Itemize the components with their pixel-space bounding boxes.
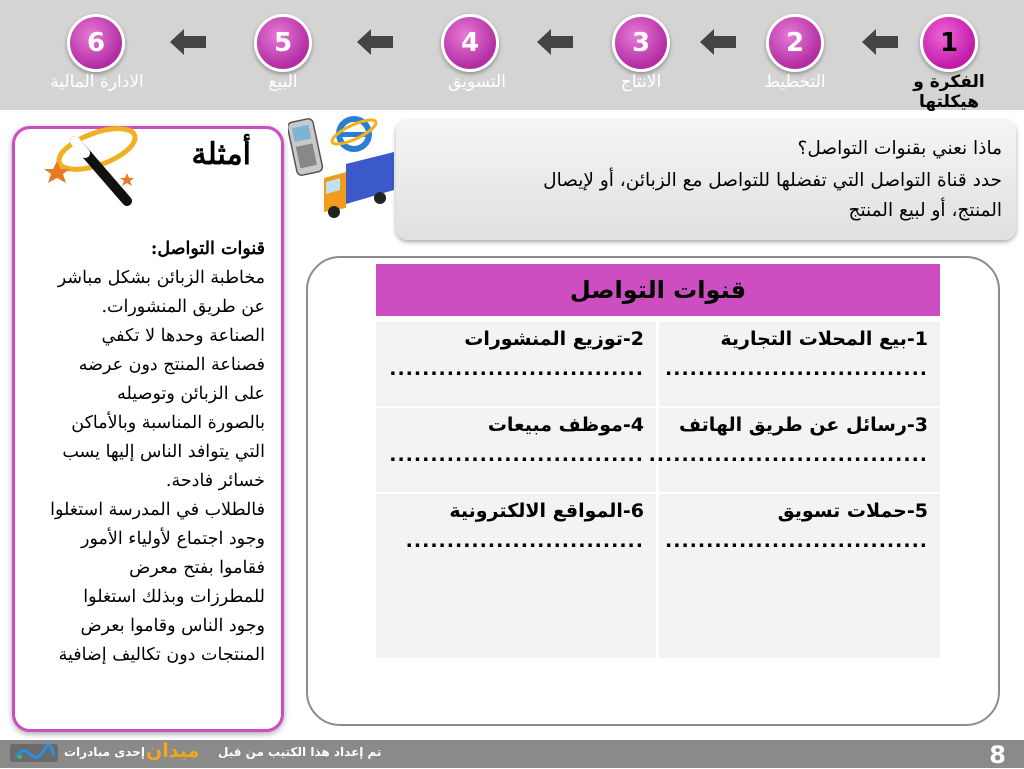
answer-blank[interactable]: ................................ <box>665 530 928 552</box>
answer-blank[interactable]: ............................. <box>405 530 644 552</box>
channel-label: 5-حملات تسويق <box>777 500 928 522</box>
step-6-button[interactable]: 6 <box>67 14 125 72</box>
examples-text <box>21 235 265 670</box>
channel-label: 1-بيع المحلات التجارية <box>720 328 928 350</box>
step-6-label: الادارة المالية <box>50 72 144 92</box>
examples-line: فقاموا بفتح معرض <box>129 558 265 578</box>
examples-line: المنتجات دون تكاليف إضافية <box>58 645 265 665</box>
examples-line: وجود الناس وقاموا بعرض <box>80 616 265 636</box>
initiative-logo-icon <box>10 742 58 764</box>
step-5-button[interactable]: 5 <box>254 14 312 72</box>
answer-blank[interactable]: ............................... <box>389 358 644 380</box>
examples-panel <box>12 126 284 732</box>
communication-illustration <box>288 112 398 222</box>
examples-heading: قنوات التواصل: <box>150 239 265 259</box>
footer-credit: تم إعداد هذا الكتيب من قبل <box>218 745 382 759</box>
channel-label: 2-توزيع المنشورات <box>464 328 644 350</box>
examples-line: عن طريق المنشورات. <box>101 297 265 317</box>
examples-line: خسائر فادحة. <box>165 471 265 491</box>
examples-line: التي يتوافد الناس إليها يسب <box>62 442 265 462</box>
page-number: 8 <box>989 741 1006 769</box>
question-box <box>396 120 1016 240</box>
channel-cell <box>659 322 940 408</box>
question-instruction: حدد قناة التواصل التي تفضلها للتواصل مع الزبائن، أو لإيصال <box>543 170 1002 191</box>
magic-wand-icon <box>35 121 145 211</box>
examples-line: مخاطبة الزبائن بشكل مباشر <box>57 268 265 288</box>
footer-initiative: إحدى مبادرات <box>64 745 145 759</box>
answer-blank[interactable]: .................................. <box>648 444 928 466</box>
answer-blank[interactable]: ................................ <box>665 358 928 380</box>
examples-title: أمثلة <box>191 137 251 172</box>
arrow-left-icon <box>537 29 573 55</box>
channel-label: 3-رسائل عن طريق الهاتف <box>679 414 928 436</box>
question-title: ماذا نعني بقنوات التواصل؟ <box>797 138 1002 159</box>
step-4-button[interactable]: 4 <box>441 14 499 72</box>
step-1-button[interactable]: 1 <box>920 14 978 72</box>
internet-explorer-icon <box>329 116 378 149</box>
arrow-left-icon <box>862 29 898 55</box>
answer-blank[interactable]: ............................... <box>389 444 644 466</box>
arrow-left-icon <box>357 29 393 55</box>
examples-line: على الزبائن وتوصيله <box>117 384 265 404</box>
channel-label: 4-موظف مبيعات <box>487 414 644 436</box>
mobile-phone-icon <box>288 118 323 176</box>
channel-cell <box>659 494 940 658</box>
examples-line: بالصورة المناسبة وبالأماكن <box>71 413 265 433</box>
channel-cell <box>376 322 656 408</box>
channel-cell <box>648 408 940 494</box>
examples-line: فالطلاب في المدرسة استغلوا <box>50 500 265 520</box>
examples-line: وجود اجتماع لأولياء الأمور <box>81 529 265 549</box>
arrow-left-icon <box>700 29 736 55</box>
examples-line: فصناعة المنتج دون عرضه <box>78 355 265 375</box>
arrow-left-icon <box>170 29 206 55</box>
step-5-label: البيع <box>268 72 298 92</box>
step-3-label: الانتاج <box>620 72 662 92</box>
delivery-truck-icon <box>324 152 394 218</box>
step-2-label: التخطيط <box>764 72 826 92</box>
channel-cell <box>376 408 656 494</box>
examples-line: الصناعة وحدها لا تكفي <box>101 326 265 346</box>
step-2-button[interactable]: 2 <box>766 14 824 72</box>
brand-name: ميدان <box>146 740 200 762</box>
step-1-label: الفكرة و هيكلتها <box>913 72 985 112</box>
channel-label: 6-المواقع الالكترونية <box>449 500 644 522</box>
step-3-button[interactable]: 3 <box>612 14 670 72</box>
step-4-label: التسويق <box>448 72 506 92</box>
channels-table-header: قنوات التواصل <box>376 264 940 316</box>
question-instruction-cont: المنتج، أو لبيع المنتج <box>848 200 1002 221</box>
examples-line: للمطرزات وبذلك استغلوا <box>83 587 265 607</box>
steps-bar <box>0 0 1024 110</box>
channel-cell <box>376 494 656 658</box>
